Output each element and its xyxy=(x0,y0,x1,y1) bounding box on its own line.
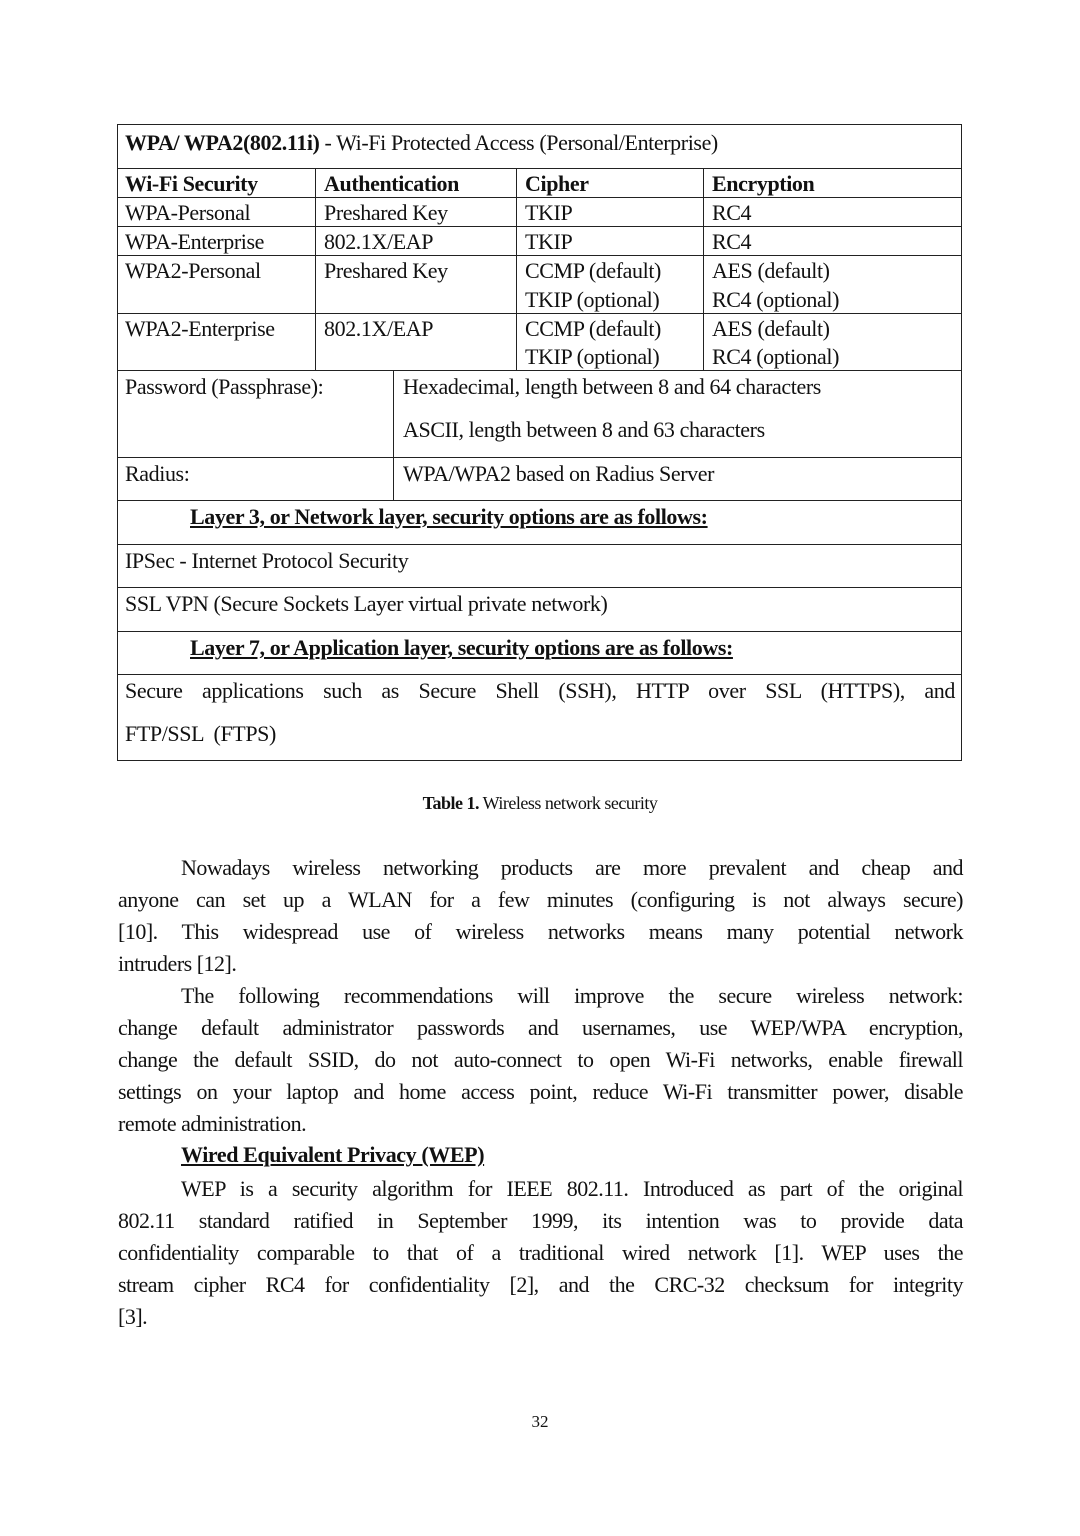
table-cell: TKIP (optional) xyxy=(525,287,660,312)
table-cell: Preshared Key xyxy=(324,200,448,225)
page-number: 32 xyxy=(531,1412,549,1431)
table-cell: Preshared Key xyxy=(324,258,448,283)
column-header-encryption: Encryption xyxy=(712,171,815,196)
table-divider xyxy=(315,168,316,370)
paragraph-line: stream cipher RC4 for confidentiality [2], and the CRC-32 checksum for integrity xyxy=(118,1272,963,1297)
table-divider xyxy=(516,168,517,370)
layer3-heading: Layer 3, or Network layer, security options are as follows: xyxy=(190,504,708,529)
wireless-security-table xyxy=(117,124,962,761)
table-title-bold: WPA/ WPA2(802.11i) xyxy=(125,130,320,155)
table-cell: WPA-Personal xyxy=(125,200,251,225)
layer3-item: IPSec - Internet Protocol Security xyxy=(125,548,409,573)
table-title-rest: - Wi-Fi Protected Access (Personal/Enterprise) xyxy=(319,130,718,155)
radius-label: Radius: xyxy=(125,461,190,486)
column-header-security: Wi-Fi Security xyxy=(125,171,258,196)
table-cell: RC4 (optional) xyxy=(712,287,840,312)
column-header-cipher: Cipher xyxy=(525,171,589,196)
table-divider xyxy=(118,587,961,588)
paragraph-line: change the default SSID, do not auto-connect to open Wi-Fi networks, enable firewall xyxy=(118,1047,963,1072)
paragraph xyxy=(118,852,963,980)
paragraph-line: anyone can set up a WLAN for a few minutes (configuring is not always secure) xyxy=(118,887,963,912)
layer7-text: Secure applications such as Secure Shell (SSH), HTTP over SSL (HTTPS), and xyxy=(125,678,955,703)
table-cell: WPA2-Personal xyxy=(125,258,261,283)
paragraph xyxy=(118,980,963,1140)
table-divider xyxy=(118,457,961,458)
table-divider xyxy=(118,544,961,545)
column-header-authentication: Authentication xyxy=(324,171,459,196)
paragraph-line: The following recommendations will improve the secure wireless network: xyxy=(181,983,963,1008)
table-cell: AES (default) xyxy=(712,258,830,283)
table-cell: RC4 xyxy=(712,229,752,254)
table-title xyxy=(125,128,718,157)
paragraph-line: settings on your laptop and home access point, reduce Wi-Fi transmitter power, disable xyxy=(118,1079,963,1104)
paragraph-line: 802.11 standard ratified in September 1999, its intention was to provide data xyxy=(118,1208,963,1233)
password-ascii-rule: ASCII, length between 8 and 63 characters xyxy=(403,417,765,442)
table-caption xyxy=(0,793,1080,814)
paragraph-line: confidentiality comparable to that of a traditional wired network [1]. WEP uses the xyxy=(118,1240,963,1265)
paragraph-line: remote administration. xyxy=(118,1111,307,1136)
table-divider xyxy=(393,370,394,500)
table-cell: AES (default) xyxy=(712,316,830,341)
table-cell: TKIP xyxy=(525,229,573,254)
table-cell: RC4 (optional) xyxy=(712,344,840,369)
radius-value: WPA/WPA2 based on Radius Server xyxy=(403,461,715,486)
paragraph-line: [3]. xyxy=(118,1304,148,1329)
section-heading: Wired Equivalent Privacy (WEP) xyxy=(181,1142,485,1167)
layer7-heading: Layer 7, or Application layer, security options are as follows: xyxy=(190,635,733,660)
caption-label: Table 1. xyxy=(422,793,479,813)
paragraph-line: intruders [12]. xyxy=(118,951,237,976)
table-divider xyxy=(118,500,961,501)
table-cell: 802.1X/EAP xyxy=(324,229,434,254)
table-divider xyxy=(118,631,961,632)
layer3-item: SSL VPN (Secure Sockets Layer virtual private network) xyxy=(125,591,608,616)
paragraph-line: [10]. This widespread use of wireless networks means many potential network xyxy=(118,919,963,944)
paragraph-line: change default administrator passwords and usernames, use WEP/WPA encryption, xyxy=(118,1015,963,1040)
paragraph-line: WEP is a security algorithm for IEEE 802.11. Introduced as part of the original xyxy=(181,1176,963,1201)
table-cell: 802.1X/EAP xyxy=(324,316,434,341)
password-label: Password (Passphrase): xyxy=(125,374,324,399)
table-divider xyxy=(703,168,704,370)
table-divider xyxy=(118,674,961,675)
table-cell: WPA2-Enterprise xyxy=(125,316,275,341)
paragraph-line: Nowadays wireless networking products are more prevalent and cheap and xyxy=(181,855,963,880)
paragraph xyxy=(118,1173,963,1333)
table-cell: RC4 xyxy=(712,200,752,225)
layer7-text: FTP/SSL (FTPS) xyxy=(125,721,276,746)
table-cell: CCMP (default) xyxy=(525,258,661,283)
table-cell: WPA-Enterprise xyxy=(125,229,265,254)
table-cell: CCMP (default) xyxy=(525,316,661,341)
caption-text: Wireless network security xyxy=(478,793,658,813)
password-hex-rule: Hexadecimal, length between 8 and 64 characters xyxy=(403,374,821,399)
table-cell: TKIP xyxy=(525,200,573,225)
table-cell: TKIP (optional) xyxy=(525,344,660,369)
